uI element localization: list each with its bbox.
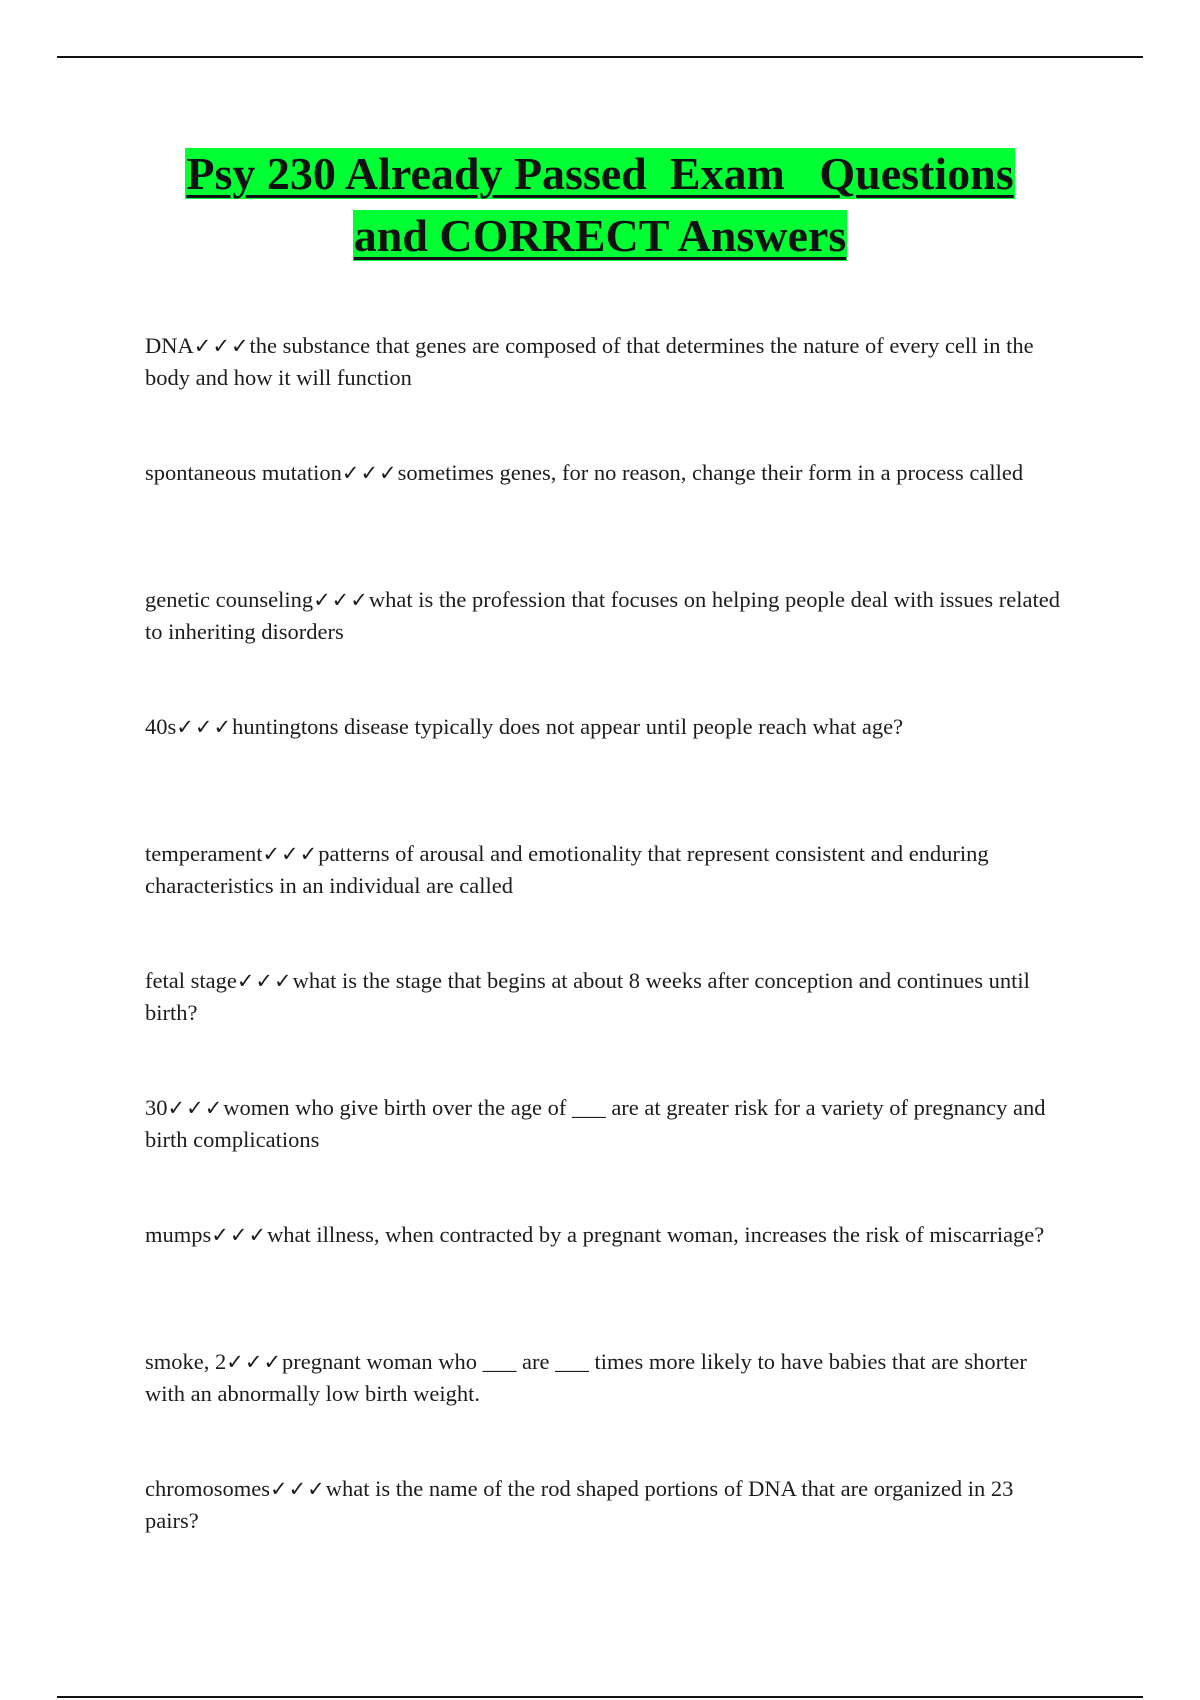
top-rule — [57, 56, 1143, 58]
qa-item — [145, 711, 1070, 838]
document-title — [100, 143, 1100, 267]
check-icon: ✓✓✓ — [176, 715, 233, 739]
qa-question: the substance that genes are composed of that determines the nature of every cell in the body and how it will function — [145, 333, 1034, 390]
qa-item — [145, 584, 1070, 711]
qa-question: women who give birth over the age of ___ are at greater risk for a variety of pregnancy and birth complications — [145, 1095, 1046, 1152]
qa-question: what is the stage that begins at about 8 weeks after conception and continues until birth? — [145, 968, 1030, 1025]
qa-item — [145, 457, 1070, 584]
qa-answer: spontaneous mutation — [145, 460, 342, 485]
qa-answer: genetic counseling — [145, 587, 314, 612]
qa-answer: fetal stage — [145, 968, 237, 993]
title-line-1: Psy 230 Already Passed Exam Questions — [186, 148, 1014, 199]
check-icon: ✓✓✓ — [313, 588, 369, 612]
check-icon: ✓✓✓ — [236, 969, 293, 993]
check-icon: ✓✓✓ — [269, 1477, 326, 1501]
qa-question: patterns of arousal and emotionality that represent consistent and enduring characteristics in an individual are called — [145, 841, 989, 898]
check-icon: ✓✓✓ — [193, 334, 250, 358]
check-icon: ✓✓✓ — [226, 1350, 283, 1374]
check-icon: ✓✓✓ — [167, 1096, 224, 1120]
title-line-2: and CORRECT Answers — [353, 210, 847, 261]
check-icon: ✓✓✓ — [211, 1223, 268, 1247]
qa-item — [145, 330, 1070, 457]
qa-item — [145, 838, 1070, 965]
check-icon: ✓✓✓ — [341, 461, 398, 485]
qa-list — [145, 330, 1070, 1600]
qa-item — [145, 1346, 1070, 1473]
qa-answer: 40s — [145, 714, 177, 739]
qa-answer: chromosomes — [145, 1476, 270, 1501]
qa-item — [145, 1473, 1070, 1600]
qa-question: sometimes genes, for no reason, change their form in a process called — [397, 460, 1024, 485]
qa-answer: mumps — [145, 1222, 212, 1247]
check-icon: ✓✓✓ — [262, 842, 319, 866]
qa-question: what illness, when contracted by a pregnant woman, increases the risk of miscarriage? — [267, 1222, 1045, 1247]
qa-item — [145, 1219, 1070, 1346]
qa-question: pregnant woman who ___ are ___ times more likely to have babies that are shorter with an abnormally low birth weight. — [145, 1349, 1027, 1406]
qa-question: huntingtons disease typically does not appear until people reach what age? — [232, 714, 904, 739]
qa-item — [145, 965, 1070, 1092]
qa-question: what is the name of the rod shaped portions of DNA that are organized in 23 pairs? — [145, 1476, 1014, 1533]
qa-answer: DNA — [145, 333, 194, 358]
qa-answer: temperament — [145, 841, 263, 866]
qa-answer: 30 — [145, 1095, 168, 1120]
qa-item — [145, 1092, 1070, 1219]
qa-answer: smoke, 2 — [145, 1349, 227, 1374]
qa-question: what is the profession that focuses on helping people deal with issues related to inheriting disorders — [145, 587, 1060, 644]
bottom-rule — [57, 1696, 1143, 1698]
